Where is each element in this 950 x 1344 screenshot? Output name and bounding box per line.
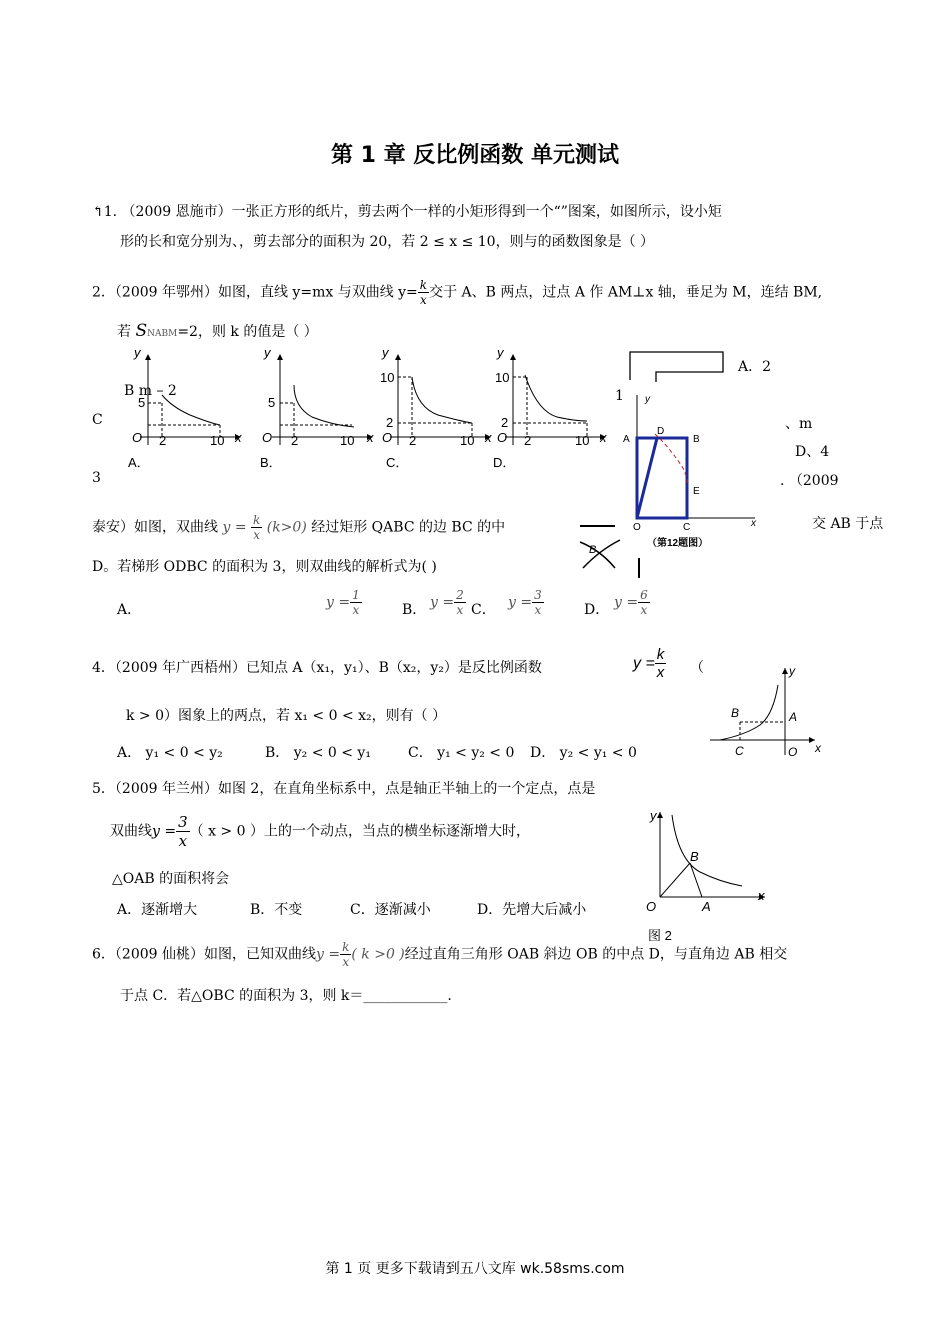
q5-fig-o: O <box>646 899 657 914</box>
q5-frac-den: x <box>178 832 188 850</box>
q2-s-sub: NABM <box>147 329 178 339</box>
q3-fig-y: y <box>645 394 650 405</box>
frag-b-m-2: B m – 2 <box>124 383 177 399</box>
q3-frac-den: x <box>253 528 261 542</box>
q4-func <box>633 646 666 681</box>
q3-fig-x: x <box>751 518 756 529</box>
q3-option-c-label: C． <box>471 602 496 618</box>
q2-text-d: =2，则 k 的值是（ ） <box>177 324 318 340</box>
graph-c <box>380 345 492 470</box>
q4-fig-c: C <box>735 744 744 758</box>
q5-frac <box>176 813 190 850</box>
q6-cond: ( k >0 ) <box>351 946 405 963</box>
q3-a-y: y = <box>326 594 351 611</box>
graph-d-o: O <box>497 430 508 445</box>
arrow-icon: ↰ <box>92 204 104 220</box>
graph-b <box>260 345 374 470</box>
q1-line2: 形的长和宽分别为、，剪去部分的面积为 20，若 2 ≤ x ≤ 10，则与的函数图象是（ ） <box>120 234 655 250</box>
q2-line2 <box>117 321 318 341</box>
q6-frac-num: k <box>342 940 350 954</box>
q3-c-y: y = <box>508 594 533 611</box>
q3-option-a <box>326 588 362 617</box>
q5-text-a: 双曲线 <box>110 823 152 840</box>
q3-fig-caption: （第12题图） <box>647 538 709 549</box>
q5-option-a: A．逐渐增大 <box>117 902 198 918</box>
q5-fig-a: A <box>702 899 711 914</box>
q3-b-den: x <box>456 603 464 617</box>
graph-a-label: A． <box>128 455 150 470</box>
q3-line2: D。若梯形 ODBC 的面积为 3，则双曲线的解析式为( ) <box>92 559 437 575</box>
frag-2009: . （2009 <box>780 473 839 489</box>
q2-text-c: 若 <box>117 324 131 340</box>
q5-option-d: D．先增大后减小 <box>477 902 587 918</box>
q3-d-frac <box>638 588 650 617</box>
q4-frac <box>655 646 667 681</box>
box-shape <box>628 350 728 385</box>
graph-d-tick-10: 10 <box>495 370 510 385</box>
q4-fig-o: O <box>788 745 798 759</box>
q3-option-d-label: D． <box>584 602 610 618</box>
graph-c-y: y <box>382 345 389 360</box>
graph-b-tick-2: 2 <box>291 433 299 448</box>
graph-a-tick-2: 2 <box>159 433 167 448</box>
q5-y-eq: y = <box>152 823 177 840</box>
graph-c-tick-2y: 2 <box>386 415 394 430</box>
q3-c-num: 3 <box>534 588 542 602</box>
q5-option-b: B．不变 <box>250 902 303 918</box>
graph-a-o: O <box>132 430 143 445</box>
q5-line3: △OAB 的面积将会 <box>112 871 230 887</box>
q4-frac-num: k <box>656 646 665 663</box>
q4-line1: 4．（2009 年广西梧州）已知点 A（x₁，y₁）、B（x₂，y₂）是反比例函数 <box>92 660 542 676</box>
q3-b-num: 2 <box>456 588 464 602</box>
q6-frac <box>340 940 351 969</box>
q4-option-c: C． y₁ < y₂ < 0 <box>408 745 515 761</box>
q3-fig-d: D <box>657 426 665 437</box>
q3-a-num: 1 <box>352 588 360 602</box>
q5-frac-num: 3 <box>178 813 188 831</box>
q3-a-den: x <box>352 603 360 617</box>
q3-option-a-label: A． <box>117 602 142 618</box>
q6-line1 <box>92 940 787 969</box>
q2-frac-den: x <box>420 293 427 307</box>
graph-b-y: y <box>264 345 271 360</box>
q3-fig-c: C <box>683 522 691 533</box>
page-title: 第 1 章 反比例函数 单元测试 <box>331 143 619 168</box>
q3-figure <box>575 390 775 580</box>
q5-figure <box>640 800 775 945</box>
q5-fig-y: y <box>650 808 657 823</box>
q3-fig-b: B <box>693 434 700 445</box>
q3-c-den: x <box>534 603 542 617</box>
answer-graphs <box>110 345 610 475</box>
q3-d-y: y = <box>614 594 639 611</box>
graph-a-tick-10: 10 <box>210 433 225 448</box>
frag-one: 1 <box>615 388 624 404</box>
graph-d-tick-2x: 2 <box>524 433 532 448</box>
q3-frac <box>251 513 262 542</box>
graph-c-tick-2x: 2 <box>409 433 417 448</box>
q5-fig-x: x <box>758 888 765 903</box>
q3-y-eq: y = <box>222 519 247 536</box>
q3-line1 <box>92 513 505 542</box>
q5-text-b: （ x > 0 ）上的一个动点，当点的横坐标逐渐增大时， <box>189 823 530 840</box>
q2-s-label: S <box>135 321 148 341</box>
page-footer: 第 1 页 更多下载请到五八文库 wk.58sms.com <box>325 1261 625 1277</box>
frag-m: 、m <box>785 416 813 432</box>
graph-d-tick-2y: 2 <box>501 415 509 430</box>
q6-text-a: 6．（2009 仙桃）如图，已知双曲线 <box>92 946 316 963</box>
frag-a2: A．2 <box>738 359 772 375</box>
q4-option-b: B． y₂ < 0 < y₁ <box>265 745 371 761</box>
graph-c-o: O <box>382 430 393 445</box>
q3-option-b-label: B． <box>402 602 427 618</box>
q5-line1: 5．（2009 年兰州）如图 2，在直角坐标系中，点是轴正半轴上的一个定点，点是 <box>92 781 596 797</box>
graph-c-label: C． <box>386 455 409 470</box>
graph-c-tick-10: 10 <box>380 370 395 385</box>
q3-c-frac <box>532 588 544 617</box>
q2-fraction <box>418 278 429 307</box>
q3-option-b <box>430 588 466 617</box>
graph-a <box>128 345 242 470</box>
frag-jiao-ab: 交 AB 于点 <box>812 516 884 532</box>
q1-line1 <box>92 201 722 221</box>
frag-three: 3 <box>92 470 101 486</box>
graph-d-x: x <box>600 430 607 445</box>
q4-fig-a: A <box>789 710 798 724</box>
q3-fig-o: O <box>633 522 641 533</box>
graph-d-label: D． <box>493 455 516 470</box>
q3-a-frac <box>350 588 362 617</box>
q6-line2: 于点 C．若△OBC 的面积为 3，则 k＝____________. <box>120 988 452 1004</box>
q4-line2: k > 0）图象上的两点，若 x₁ < 0 < x₂，则有（ ） <box>126 708 447 724</box>
q3-option-d <box>614 588 650 617</box>
q2-text-a: 2．（2009 年鄂州）如图，直线 y=mx 与双曲线 y= <box>92 284 418 301</box>
graph-c-x: x <box>485 430 492 445</box>
q3-fig-b2: B <box>589 544 597 556</box>
q6-y-eq: y = <box>316 946 341 963</box>
q3-d-num: 6 <box>640 588 648 602</box>
q2-frac-num: k <box>419 278 428 292</box>
q3-d-den: x <box>640 603 648 617</box>
frag-d4: D、4 <box>795 444 830 460</box>
q2-line1 <box>92 278 822 307</box>
q1-text-1: 1. （2009 恩施市）一张正方形的纸片，剪去两个一样的小矩形得到一个“”图案，如图所示，设小矩 <box>103 204 722 220</box>
q3-b-y: y = <box>430 594 455 611</box>
frag-c: C <box>92 412 103 428</box>
graph-a-x: x <box>235 430 242 445</box>
graph-b-o: O <box>262 430 273 445</box>
q4-paren: （ <box>690 660 704 676</box>
graph-a-y: y <box>134 345 141 360</box>
q3-frac-num: k <box>253 513 261 527</box>
q3-fig-e: E <box>693 486 700 497</box>
graph-a-tick-5: 5 <box>138 395 146 410</box>
graph-d-y: y <box>497 345 504 360</box>
graph-b-x: x <box>367 430 374 445</box>
q3-b-frac <box>454 588 466 617</box>
q5-fig-b: B <box>690 849 699 864</box>
q3-text-a: 泰安）如图，双曲线 <box>92 519 218 536</box>
graph-c-tick-10x: 10 <box>460 433 475 448</box>
q4-fig-b: B <box>731 706 740 720</box>
q3-text-b: 经过矩形 QABC 的边 BC 的中 <box>311 519 506 536</box>
q3-fig-a: A <box>623 434 630 445</box>
graph-d-tick-10x: 10 <box>575 433 590 448</box>
q4-frac-den: x <box>656 664 665 681</box>
q2-text-b: 交于 A、B 两点，过点 A 作 AM⊥x 轴，垂足为 M，连结 BM, <box>429 284 823 301</box>
q4-fig-y: y <box>789 664 795 678</box>
q5-fig-caption: 图 2 <box>648 928 672 943</box>
q4-option-d: D． y₂ < y₁ < 0 <box>530 745 637 761</box>
q4-figure <box>705 660 830 760</box>
q4-option-a: A． y₁ < 0 < y₂ <box>117 745 223 761</box>
q6-frac-den: x <box>342 955 350 969</box>
graph-b-tick-5: 5 <box>268 395 276 410</box>
q6-text-b: 经过直角三角形 OAB 斜边 OB 的中点 D，与直角边 AB 相交 <box>404 946 788 963</box>
q3-cond: (k>0) <box>266 519 307 536</box>
graph-b-label: B． <box>260 455 282 470</box>
q3-option-c <box>508 588 544 617</box>
q4-y-eq: y = <box>633 655 655 672</box>
q5-option-c: C．逐渐减小 <box>350 902 431 918</box>
graph-b-tick-10: 10 <box>340 433 355 448</box>
q5-line2 <box>110 813 530 850</box>
q4-fig-x: x <box>815 741 821 755</box>
